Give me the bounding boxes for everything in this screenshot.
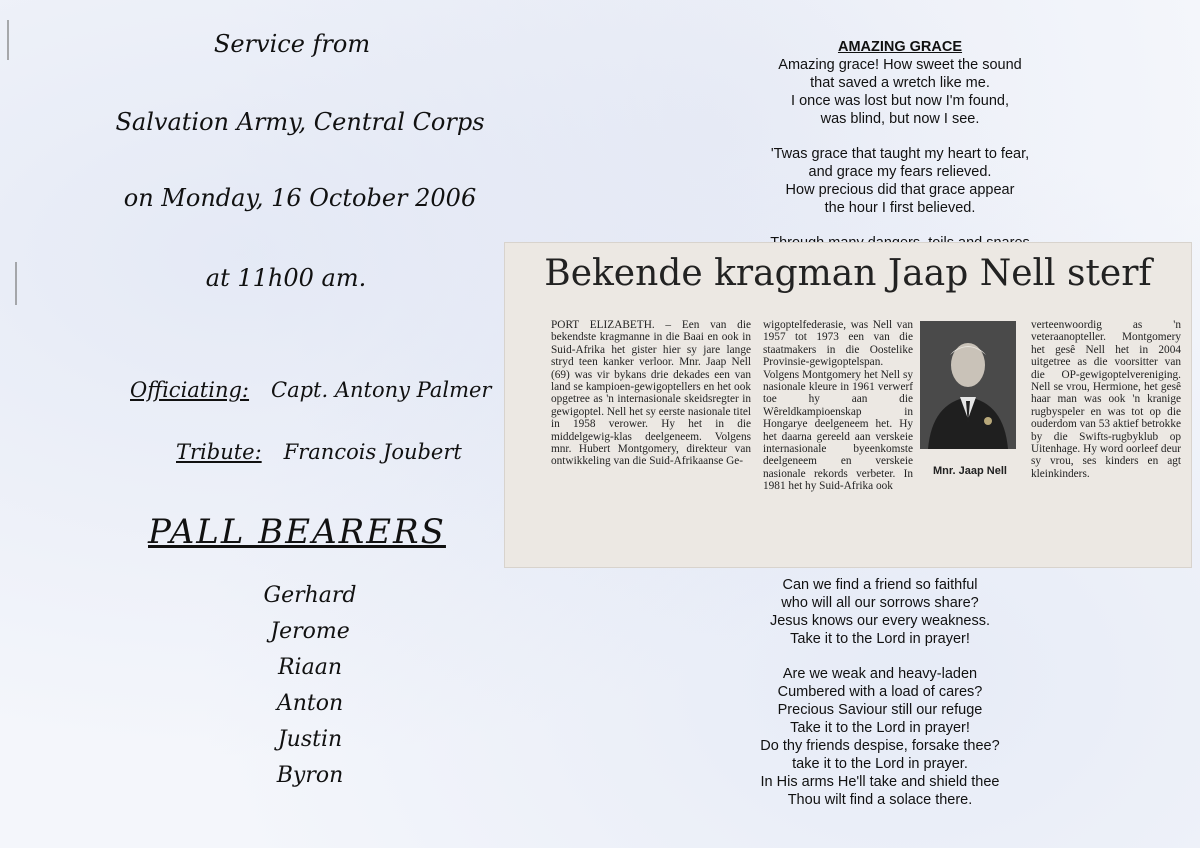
hymn-line: and grace my fears relieved. [808, 164, 992, 180]
pall-bearer-name: Anton [276, 691, 344, 716]
hymn-line: Cumbered with a load of cares? [777, 684, 983, 700]
pall-bearer-name: Riaan [277, 655, 342, 680]
tribute-row [176, 440, 462, 464]
hymn-verse-2 [740, 145, 1060, 217]
hymn-line: Take it to the Lord in prayer! [790, 720, 970, 736]
clipping-column-1 [551, 319, 751, 468]
officiating-name: Capt. Antony Palmer [271, 378, 492, 402]
hymn-line: In His arms He'll take and shield thee [760, 774, 1000, 790]
clipping-text: wigoptelfederasie, was Nell van 1957 tot 1973 een van die staatmakers in die Oostelike Provinsie-gewigoptelspan. Volgens Montgomery het Nell sy nasionale kleure in 1961 verwerf toe hy aan die Wêreldkampioenskap in Hongarye deelgeneem het. Hy het daarna gereeld aan verskeie internasionale byeenkomste deelgeneem en verskeie nasionale rekords verbeter. In 1981 het hy Suid-Afrika ook [763, 319, 913, 493]
order-of-service [0, 0, 560, 848]
pall-bearer-name: Jerome [270, 619, 350, 644]
hymn-line: Thou wilt find a solace there. [787, 792, 973, 808]
service-date: on Monday, 16 October 2006 [123, 184, 477, 212]
clipping-column-3 [1031, 319, 1181, 480]
hymn-line: Amazing grace! How sweet the sound [778, 57, 1022, 73]
portrait-photo [920, 321, 1016, 449]
pall-bearers-list [200, 578, 420, 794]
clipping-text: verteenwoordig as 'n veteraanopteller. Montgomery het gesê Nell het in 2004 uitgetree as die voorsitter van die OP-gewigoptelvereniging. Nell se vrou, Hermione, het gesê haar man was ook 'n kranige rugbyspeler en was tot op die ouderdom van 53 aktief betrokke by die Swifts-rugbyklub op Uitenhage. Hy word oorleef deur sy vrou, ses kinders en agt kleinkinders. [1031, 319, 1181, 480]
hymn-line: Precious Saviour still our refuge [777, 702, 983, 718]
tribute-label: Tribute: [176, 440, 262, 464]
pall-bearer-name: Justin [277, 727, 343, 752]
service-time: at 11h00 am. [205, 264, 367, 292]
hymn-line: Do thy friends despise, forsake thee? [760, 738, 1000, 754]
hymn2-verse-2 [720, 665, 1040, 809]
hymn-line: that saved a wretch like me. [810, 75, 990, 91]
photo-caption: Mnr. Jaap Nell [933, 465, 1007, 477]
service-line-2: Salvation Army, Central Corps [115, 108, 485, 136]
hymn-line: Take it to the Lord in prayer! [790, 631, 970, 647]
clipping-column-2 [763, 319, 913, 493]
hymn-verse-1 [740, 56, 1060, 128]
hymn-line: who will all our sorrows share? [781, 595, 979, 611]
hymn-line: Are we weak and heavy-laden [782, 666, 978, 682]
hymn-line: the hour I first believed. [824, 200, 976, 216]
hymn-line: Jesus knows our every weakness. [769, 613, 990, 629]
pall-bearers-heading: PALL BEARERS [148, 512, 446, 552]
hymn-what-a-friend [720, 576, 1040, 826]
hymn-line: I once was lost but now I'm found, [791, 93, 1009, 109]
service-line-1: Service from [213, 30, 371, 58]
hymn2-verse-1 [720, 576, 1040, 648]
hymn-line: How precious did that grace appear [785, 182, 1015, 198]
tribute-name: Francois Joubert [283, 440, 462, 464]
clipping-headline: Bekende kragman Jaap Nell sterf [544, 253, 1152, 294]
hymn-line: Can we find a friend so faithful [782, 577, 978, 593]
officiating-row [130, 378, 491, 402]
clipping-text: PORT ELIZABETH. – Een van die bekendste kragmanne in die Baai en ook in Suid-Afrika het gister hier sy jare lange stryd teen kanker verloor. Mnr. Jaap Nell (69) was vir bykans drie dekades een van land se kampioen-gewigoptellers en het ook opgetree as 'n internasionale skeidsregter in gewigoptel. Nell het sy eerste nasionale titel in 1958 verower. Hy het in die middelgewig-klas deelgeneem. Volgens mnr. Hubert Montgomery, direkteur van ontwikkeling van die Suid-Afrikaanse Ge- [551, 319, 751, 468]
newspaper-clipping [505, 243, 1191, 567]
officiating-label: Officiating: [130, 378, 250, 402]
hymn-title: AMAZING GRACE [837, 39, 963, 55]
hymn-line: 'Twas grace that taught my heart to fear, [770, 146, 1030, 162]
hymn-amazing-grace [740, 38, 1060, 269]
pall-bearer-name: Byron [276, 763, 344, 788]
hymn-line: was blind, but now I see. [820, 111, 980, 127]
hymn-line: take it to the Lord in prayer. [792, 756, 968, 772]
pall-bearer-name: Gerhard [263, 583, 357, 608]
